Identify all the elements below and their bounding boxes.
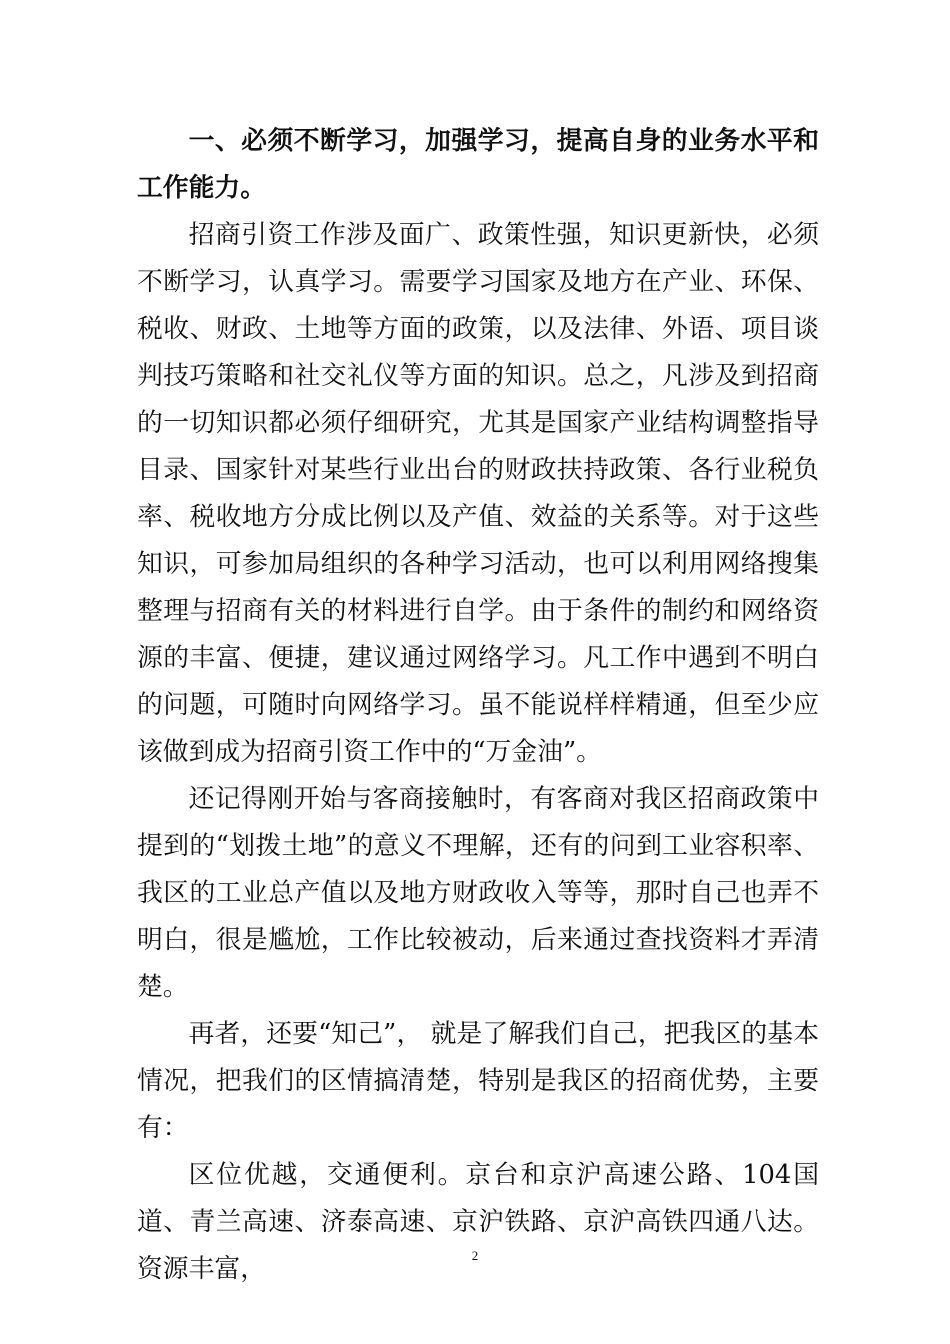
page-number: 2 — [471, 1248, 479, 1263]
paragraph-location-advantage: 区位优越，交通便利。京台和京沪高速公路、104国道、青兰高速、济泰高速、京沪铁路、京沪高铁四通八达。资源丰富， — [137, 1160, 819, 1284]
document-body — [137, 118, 819, 1293]
section-heading: 一、必须不断学习，加强学习，提高自身的业务水平和工作能力。 — [137, 126, 819, 203]
paragraph-early-experience: 还记得刚开始与客商接触时，有客商对我区招商政策中提到的“划拨土地”的意义不理解，还有的问到工业容积率、我区的工业总产值以及地方财政收入等等，那时自己也弄不明白，很是尴尬，工作比较被动，后来通过查找资料才弄清楚。 — [137, 784, 819, 1002]
paragraph-study-knowledge: 招商引资工作涉及面广、政策性强，知识更新快，必须不断学习，认真学习。需要学习国家及地方在产业、环保、税收、财政、土地等方面的政策，以及法律、外语、项目谈判技巧策略和社交礼仪等方面的知识。总之，凡涉及到招商的一切知识都必须仔细研究，尤其是国家产业结构调整指导目录、国家针对某些行业出台的财政扶持政策、各行业税负率、税收地方分成比例以及产值、效益的关系等。对于这些知识，可参加局组织的各种学习活动，也可以利用网络搜集整理与招商有关的材料进行自学。由于条件的制约和网络资源的丰富、便捷，建议通过网络学习。凡工作中遇到不明白的问题，可随时向网络学习。虽不能说样样精通，但至少应该做到成为招商引资工作中的“万金油”。 — [137, 220, 819, 767]
paragraph-know-ourselves: 再者，还要“知己”， 就是了解我们自己，把我区的基本情况，把我们的区情搞清楚，特别是我区的招商优势，主要有： — [137, 1019, 819, 1143]
